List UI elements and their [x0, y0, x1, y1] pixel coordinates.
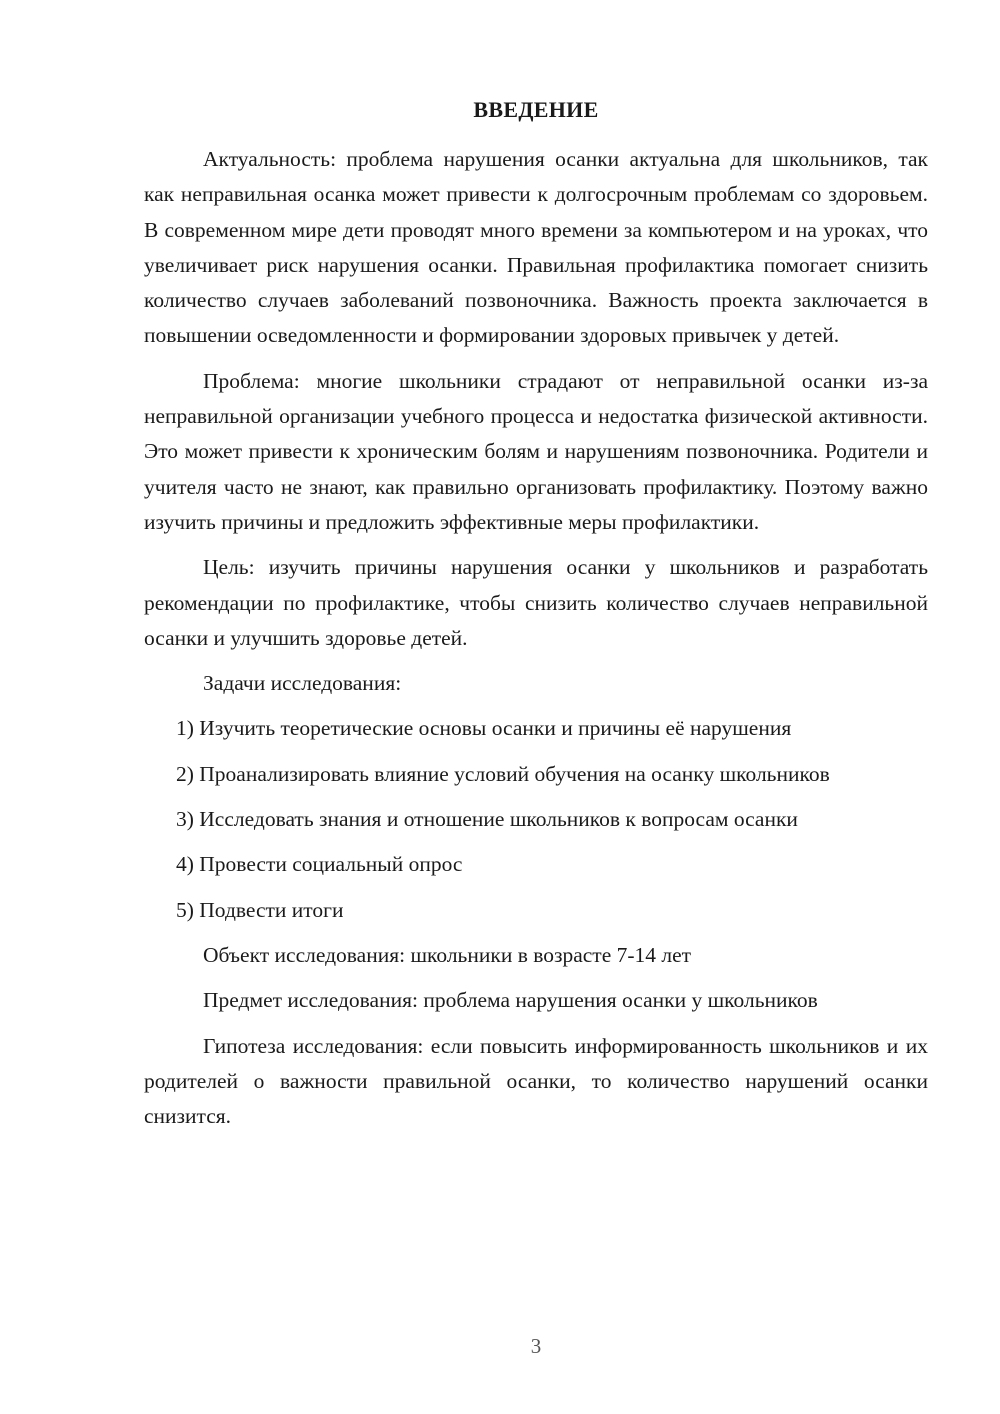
- task-item: 1) Изучить теоретические основы осанки и причины её нарушения: [176, 716, 792, 741]
- page-number: 3: [530, 1334, 542, 1358]
- task-item: 4) Провести социальный опрос: [176, 852, 463, 877]
- task-item: 3) Исследовать знания и отношение школьников к вопросам осанки: [176, 807, 798, 832]
- task-item: 5) Подвести итоги: [176, 897, 344, 922]
- relevance-paragraph: Актуальность: проблема нарушения осанки актуальна для школьников, так как неправильная осанка может привести к долгосрочным проблемам со здоровьем. В современном мире дети проводят много времени за компьютером и на уроках, что увеличивает риск нарушения осанки. Правильная профилактика помогает снизить количество случаев заболеваний позвоночника. Важность проекта заключается в повышении осведомленности и формировании здоровых привычек у детей.: [144, 147, 928, 348]
- research-object: Объект исследования: школьники в возрасте 7-14 лет: [203, 942, 692, 967]
- research-hypothesis: Гипотеза исследования: если повысить информированность школьников и их родителей о важности правильной осанки, то количество нарушений осанки снизится.: [144, 1033, 928, 1129]
- tasks-title: Задачи исследования:: [203, 671, 402, 696]
- task-item: 2) Проанализировать влияние условий обучения на осанку школьников: [176, 761, 830, 786]
- tasks-list: [144, 711, 928, 927]
- page-title: ВВЕДЕНИЕ: [473, 97, 599, 122]
- document-body: [144, 142, 928, 1134]
- research-subject: Предмет исследования: проблема нарушения осанки у школьников: [203, 988, 818, 1013]
- problem-paragraph: Проблема: многие школьники страдают от неправильной осанки из-за неправильной организации учебного процесса и недостатка физической активности. Это может привести к хроническим болям и нарушениям позвоночника. Родители и учителя часто не знают, как правильно организовать профилактику. Поэтому важно изучить причины и предложить эффективные меры профилактики.: [144, 368, 928, 534]
- goal-paragraph: Цель: изучить причины нарушения осанки у школьников и разработать рекомендации по профилактике, чтобы снизить количество случаев неправильной осанки и улучшить здоровье детей.: [144, 555, 928, 650]
